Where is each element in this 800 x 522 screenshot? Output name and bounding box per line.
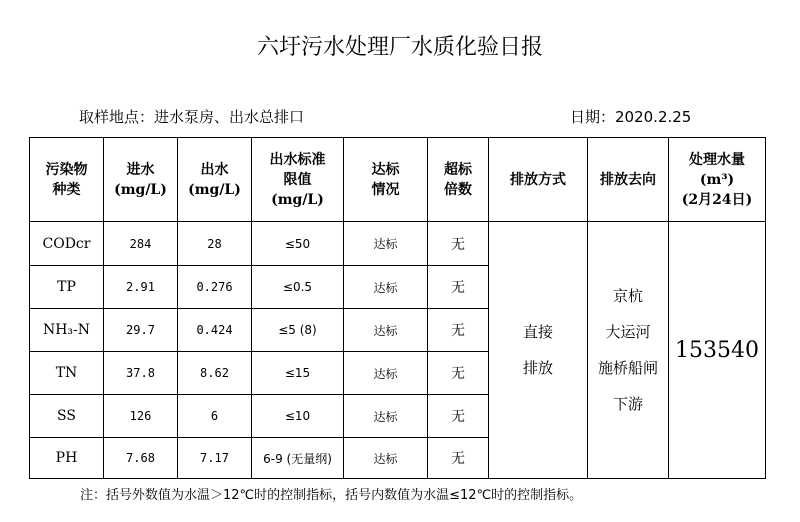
header-pollutant-line: 污染物 (45, 161, 88, 178)
header-compliance-line: 达标 (371, 161, 400, 178)
treated-volume: 153540 (669, 222, 766, 479)
outflow-value: 28 (178, 222, 252, 266)
pollutant-name: TP (30, 266, 104, 309)
sampling-location: 取样地点：进水泵房、出水总排口 (79, 108, 305, 126)
header-compliance-line: 情况 (371, 181, 400, 198)
pollutant-name: SS (30, 395, 104, 438)
discharge-method-line: 排放 (522, 359, 553, 377)
header-inflow-line: 进水 (126, 161, 155, 178)
header-pollutant-line: 种类 (52, 181, 81, 198)
compliance-value: 达标 (344, 266, 428, 309)
header-method: 排放方式 (489, 138, 588, 222)
limit-value: ≤50 (252, 222, 344, 266)
header-outflow-line: (mg/L) (188, 181, 241, 198)
exceed-value: 无 (428, 352, 489, 395)
outflow-value: 0.424 (178, 309, 252, 352)
report-date: 日期：2020.2.25 (570, 108, 692, 126)
inflow-value: 37.8 (104, 352, 178, 395)
discharge-destination-line: 施桥船闸 (597, 359, 658, 377)
footnote: 注：括号外数值为水温＞12℃时的控制指标，括号内数值为水温≤12℃时的控制指标。 (80, 488, 583, 503)
header-volume (669, 138, 766, 222)
header-outflow (178, 138, 252, 222)
inflow-value: 284 (104, 222, 178, 266)
compliance-value: 达标 (344, 309, 428, 352)
discharge-destination-line: 下游 (612, 395, 643, 413)
header-destination: 排放去向 (588, 138, 669, 222)
pollutant-name: TN (30, 352, 104, 395)
compliance-value: 达标 (344, 222, 428, 266)
compliance-value: 达标 (344, 352, 428, 395)
limit-value: ≤15 (252, 352, 344, 395)
limit-value: ≤10 (252, 395, 344, 438)
outflow-value: 8.62 (178, 352, 252, 395)
header-volume-line: (2月24日) (681, 191, 753, 208)
exceed-value: 无 (428, 266, 489, 309)
header-volume-line: 处理水量 (689, 151, 745, 168)
header-compliance (344, 138, 428, 222)
header-exceed-line: 超标 (444, 161, 472, 178)
header-pollutant (30, 138, 104, 222)
discharge-method (489, 222, 588, 479)
exceed-value: 无 (428, 438, 489, 479)
discharge-destination (588, 222, 669, 479)
discharge-method-line: 直接 (522, 323, 553, 341)
header-outflow-line: 出水 (200, 161, 229, 178)
discharge-destination-line: 京杭 (612, 287, 643, 305)
header-limit (252, 138, 344, 222)
header-limit-line: 限值 (283, 171, 312, 188)
table-row (30, 222, 766, 266)
inflow-value: 2.91 (104, 266, 178, 309)
compliance-value: 达标 (344, 438, 428, 479)
inflow-value: 7.68 (104, 438, 178, 479)
pollutant-name: NH₃-N (30, 309, 104, 352)
limit-value: ≤5 (8) (252, 309, 344, 352)
header-inflow (104, 138, 178, 222)
header-row (30, 138, 766, 222)
outflow-value: 7.17 (178, 438, 252, 479)
header-limit-line: (mg/L) (271, 191, 324, 208)
report-title: 六圩污水处理厂水质化验日报 (256, 35, 543, 60)
outflow-value: 6 (178, 395, 252, 438)
limit-value: 6-9 (无量纲) (252, 438, 344, 479)
discharge-destination-line: 大运河 (605, 323, 651, 341)
inflow-value: 29.7 (104, 309, 178, 352)
limit-value: ≤0.5 (252, 266, 344, 309)
header-limit-line: 出水标准 (269, 151, 326, 168)
exceed-value: 无 (428, 222, 489, 266)
exceed-value: 无 (428, 395, 489, 438)
header-exceed-line: 倍数 (444, 181, 472, 198)
outflow-value: 0.276 (178, 266, 252, 309)
exceed-value: 无 (428, 309, 489, 352)
compliance-value: 达标 (344, 395, 428, 438)
pollutant-name: CODcr (30, 222, 104, 266)
inflow-value: 126 (104, 395, 178, 438)
water-quality-table (29, 137, 766, 479)
pollutant-name: PH (30, 438, 104, 479)
header-inflow-line: (mg/L) (114, 181, 167, 198)
header-exceed (428, 138, 489, 222)
header-volume-line: (m³) (699, 171, 735, 188)
